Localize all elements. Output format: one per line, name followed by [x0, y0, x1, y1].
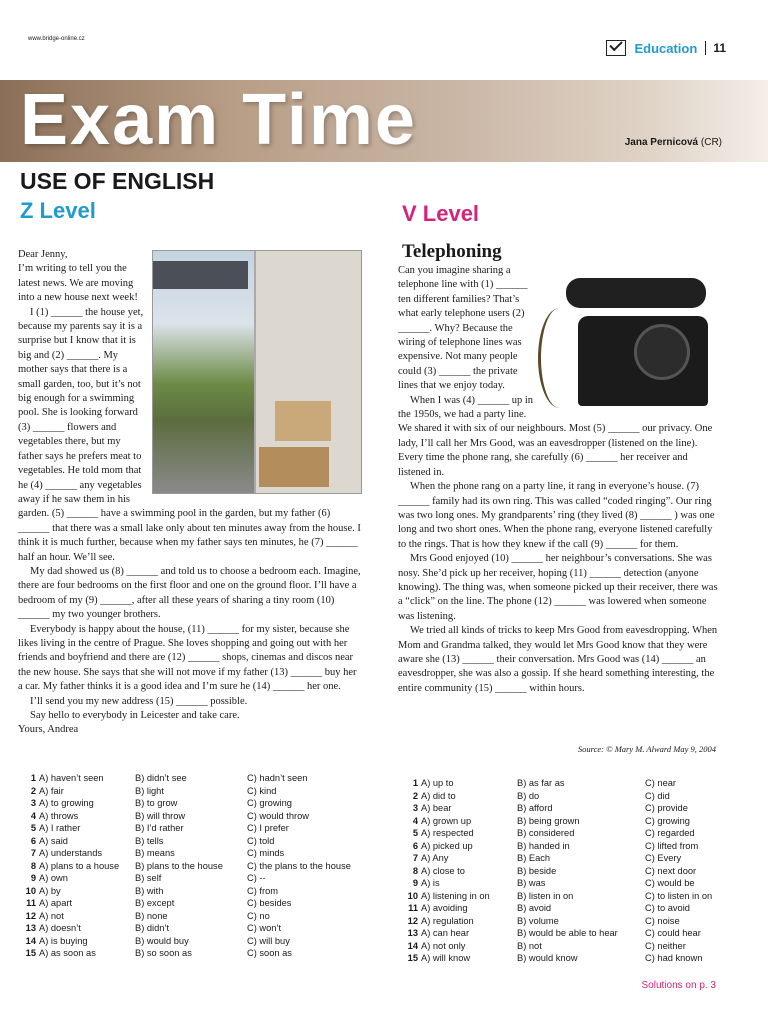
z-level-options [14, 772, 377, 960]
option-choice: B) not [517, 940, 542, 951]
option-choice: B) tells [135, 835, 164, 846]
option-choice: A) grown up [421, 815, 472, 826]
option-choice: A) own [39, 873, 68, 883]
option-choice: B) afford [517, 803, 553, 813]
option-choice: B) light [135, 785, 164, 796]
text-paragraph: We tried all kinds of tricks to keep Mrs Good from eavesdropping. When Mom and Grandma talked, they would let Mrs Good know that they were aware she (13) ______ their conversation. Mrs Good was (14) ______ an eavesdropper, she was also a gossip. If she heard something interesting, the entire community (15) ______ within hours. [398, 625, 718, 694]
option-choice: C) growing [247, 798, 292, 808]
option-number: 13 [407, 928, 418, 938]
option-number: 4 [412, 815, 418, 826]
option-choice: B) means [135, 848, 175, 858]
option-choice: A) up to [421, 778, 454, 788]
letter-signoff: Yours, Andrea [18, 724, 79, 736]
option-row [14, 872, 377, 885]
option-number: 5 [412, 828, 418, 838]
option-choice: C) soon as [247, 948, 292, 958]
option-choice: B) none [135, 910, 168, 921]
option-number: 13 [25, 923, 36, 933]
option-choice: C) would throw [247, 810, 310, 821]
option-choice: A) close to [421, 865, 465, 876]
option-choice: B) would be able to hear [517, 928, 618, 938]
option-row [396, 840, 745, 853]
option-choice: A) Any [421, 853, 449, 863]
option-row [14, 810, 377, 823]
option-choice: A) throws [39, 810, 79, 821]
option-choice: B) avoid [517, 903, 552, 913]
letter-paragraph: Say hello to everybody in Leicester and take care. [30, 710, 240, 721]
option-choice: A) by [39, 885, 61, 896]
option-choice: B) will throw [135, 810, 186, 821]
v-level-text [398, 264, 720, 696]
option-choice: C) had known [645, 953, 703, 963]
option-number: 12 [407, 915, 418, 926]
option-number: 10 [407, 890, 418, 901]
option-row [14, 935, 377, 948]
option-choice: B) Each [517, 853, 551, 863]
option-row [396, 852, 745, 865]
moving-house-photo [152, 250, 362, 494]
option-choice: A) not [39, 910, 64, 921]
option-row [396, 865, 745, 878]
option-choice: B) was [517, 878, 546, 888]
option-choice: C) near [645, 778, 677, 788]
option-choice: C) from [247, 885, 278, 896]
option-number: 3 [30, 798, 36, 808]
telephoning-title: Telephoning [402, 241, 502, 262]
text-paragraph: When I was (4) ______ up in the 1950s, we had a party line. We shared it with six of our neighbours. Most (5) ______ our privacy. One lady, I’ll call her Mrs Good, was an eavesdropper (listened on the line). Every time the phone rang, she carefully (6) ______ her receiver and listened in. [398, 394, 713, 478]
option-choice: B) as far as [517, 778, 565, 788]
option-row [14, 822, 377, 835]
cardboard-box [259, 447, 329, 487]
option-choice: B) with [135, 885, 164, 896]
option-row [396, 927, 745, 940]
option-choice: B) listen in on [517, 890, 574, 901]
z-level-letter [18, 248, 362, 738]
option-row [14, 910, 377, 923]
option-choice: C) no [247, 910, 270, 921]
checkbox-icon [606, 40, 626, 56]
z-level-heading: Z Level [20, 198, 96, 223]
option-choice: A) listening in on [421, 890, 490, 901]
option-row [396, 777, 745, 790]
option-choice: B) didn’t [135, 923, 170, 933]
option-choice: A) not only [421, 940, 466, 951]
letter-paragraph: I’m writing to tell you the latest news. We are moving into a new house next week! [18, 263, 138, 304]
option-choice: B) plans to the house [135, 860, 223, 871]
option-choice: B) to grow [135, 798, 178, 808]
rotary-dial-icon [634, 324, 690, 380]
website-url: www.bridge-online.cz [28, 36, 85, 42]
option-choice: B) I’d rather [135, 823, 184, 833]
option-choice: C) provide [645, 803, 688, 813]
telephone-photo [538, 268, 718, 418]
option-choice: A) regulation [421, 915, 474, 926]
option-choice: B) considered [517, 828, 575, 838]
option-choice: A) is buying [39, 935, 88, 946]
letter-paragraph: Everybody is happy about the house, (11) ______ for my sister, because she likes living in the centre of Prague. She loves shopping and going out with her friends and boyfriend and there are (12) ______ shops, cinemas and discos near the new house. She says that she will not move if my father (13) ______ buy her a car. My father thinks it is a good idea and I’m sure he (14) ______ her one. [18, 623, 357, 693]
option-choice: A) understands [39, 848, 103, 858]
option-choice: C) lifted from [645, 840, 699, 851]
author-country: (CR) [698, 137, 722, 148]
option-choice: C) besides [247, 898, 292, 908]
option-choice: C) next door [645, 865, 697, 876]
author-credit [625, 137, 722, 148]
option-choice: A) can hear [421, 928, 470, 938]
option-choice: B) being grown [517, 815, 580, 826]
option-choice: C) to avoid [645, 903, 690, 913]
option-number: 8 [30, 860, 36, 871]
option-choice: A) apart [39, 898, 73, 908]
option-number: 6 [30, 835, 36, 846]
option-choice: B) beside [517, 865, 557, 876]
option-number: 14 [25, 935, 36, 946]
option-choice: B) volume [517, 915, 559, 926]
option-choice: C) won’t [247, 923, 282, 933]
option-choice: C) did [645, 790, 670, 801]
cardboard-box [275, 401, 331, 441]
option-number: 6 [412, 840, 418, 851]
option-number: 11 [26, 898, 36, 908]
option-choice: C) hadn’t seen [247, 773, 308, 783]
option-row [396, 915, 745, 928]
author-name: Jana Pernicová [624, 137, 699, 148]
option-row [396, 790, 745, 803]
option-row [14, 922, 377, 935]
option-choice: C) growing [645, 815, 690, 826]
option-number: 4 [30, 810, 36, 821]
option-choice: A) respected [421, 828, 474, 838]
option-choice: C) told [247, 835, 275, 846]
letter-paragraph: My dad showed us (8) ______ and told us to choose a bedroom each. Imagine, there are four bedrooms on the first floor and one on the ground floor. I’ll have a bedroom of my (9) ______, after all these years of sharing a tiny room (10) ______ my two younger brothers. [18, 565, 361, 621]
option-choice: C) could hear [645, 928, 701, 938]
option-number: 2 [412, 790, 418, 801]
option-number: 7 [412, 853, 418, 863]
option-number: 1 [412, 778, 418, 788]
house-roof [153, 261, 248, 289]
option-number: 15 [407, 953, 418, 963]
text-paragraph: Can you imagine sharing a telephone line with (1) ______ ten different families? That’s what early telephone users (2) ______. Why? Because the wiring of telephone lines was expensive. Not many people could (3) ______ the private lines that we enjoy today. [398, 265, 528, 392]
option-row [14, 835, 377, 848]
option-choice: A) haven’t seen [39, 773, 104, 783]
option-choice: C) minds [247, 848, 285, 858]
option-row [14, 885, 377, 898]
option-number: 5 [30, 823, 36, 833]
page-header [606, 40, 726, 56]
phone-cord [538, 308, 581, 408]
option-row [396, 827, 745, 840]
option-choice: A) as soon as [39, 948, 96, 958]
option-row [14, 797, 377, 810]
option-choice: A) doesn’t [39, 923, 81, 933]
option-choice: B) didn’t see [135, 773, 187, 783]
option-number: 2 [30, 785, 36, 796]
option-number: 11 [408, 903, 418, 913]
option-choice: A) plans to a house [39, 860, 120, 871]
option-choice: A) avoiding [421, 903, 468, 913]
option-number: 12 [25, 910, 36, 921]
letter-greeting: Dear Jenny, [18, 249, 68, 260]
option-number: 3 [412, 803, 418, 813]
option-choice: A) bear [421, 803, 452, 813]
option-choice: B) handed in [517, 840, 570, 851]
option-choice: A) to growing [39, 798, 94, 808]
text-paragraph: Mrs Good enjoyed (10) ______ her neighbour’s conversations. She was nosy. She’d pick up her receiver, hoping (11) ______ detection (anyone knowing). The thing was, when someone picked up their receiver, there was a “click” on the line. The phone (12) ______ was lowered when someone was listening. [398, 553, 718, 622]
option-number: 7 [30, 848, 36, 858]
option-choice: A) did to [421, 790, 456, 801]
option-row [14, 785, 377, 798]
phone-receiver [566, 278, 706, 308]
letter-paragraph: I’ll send you my new address (15) ______ possible. [30, 695, 248, 707]
option-row [14, 772, 377, 785]
option-row [396, 815, 745, 828]
option-number: 8 [412, 865, 418, 876]
option-choice: C) to listen in on [645, 890, 713, 901]
main-heading: USE OF ENGLISH [20, 168, 215, 194]
option-number: 15 [25, 948, 36, 958]
z-options-table [14, 772, 377, 960]
text-paragraph: When the phone rang on a party line, it rang in everyone’s house. (7) ______ family had its own ring. This was called “coded ringing”. Our ring was two long ones. My grandparents’ ring (they lived (8) ______ ) was one long and two short ones. When the phone rang, everyone listened carefully to the rings. That is how they knew if the call (9) ______ for them. [398, 481, 715, 550]
option-row [396, 902, 745, 915]
option-choice: B) would buy [135, 935, 189, 946]
option-choice: C) kind [247, 785, 277, 796]
option-number: 10 [25, 885, 36, 896]
option-row [14, 897, 377, 910]
option-row [396, 890, 745, 903]
v-level-options [396, 777, 745, 965]
option-row [396, 940, 745, 953]
v-options-table [396, 777, 745, 965]
section-title: Education [634, 40, 698, 56]
option-choice: C) the plans to the house [247, 860, 351, 871]
option-choice: A) is [421, 878, 440, 888]
option-choice: A) will know [421, 953, 471, 963]
solutions-note: Solutions on p. 3 [641, 980, 716, 991]
option-choice: B) so soon as [135, 948, 192, 958]
option-choice: C) Every [645, 853, 682, 863]
option-choice: B) except [135, 898, 175, 908]
option-choice: B) self [135, 873, 162, 883]
option-row [14, 847, 377, 860]
banner-title: Exam Time [20, 80, 417, 160]
option-choice: C) would be [645, 878, 695, 888]
option-choice: A) picked up [421, 840, 473, 851]
option-row [396, 952, 745, 965]
option-choice: B) would know [517, 953, 578, 963]
option-number: 14 [407, 940, 418, 951]
page-number: 11 [705, 41, 726, 55]
option-number: 1 [30, 773, 36, 783]
v-level-heading: V Level [402, 201, 480, 226]
option-choice: C) will buy [247, 935, 290, 946]
option-choice: C) I prefer [247, 823, 289, 833]
option-number: 9 [30, 873, 36, 883]
option-choice: A) I rather [39, 823, 81, 833]
option-choice: C) noise [645, 915, 680, 926]
option-row [396, 802, 745, 815]
source-citation: Source: © Mary M. Alward May 9, 2004 [577, 744, 716, 754]
option-choice: A) fair [39, 785, 64, 796]
option-choice: A) said [39, 835, 68, 846]
option-row [396, 877, 745, 890]
option-choice: B) do [517, 790, 540, 801]
option-row [14, 947, 377, 960]
option-choice: C) regarded [645, 828, 695, 838]
option-number: 9 [412, 878, 418, 888]
letter-paragraph: I (1) ______ the house yet, because my parents say it is a surprise but I know that it is big and (2) ______. My mother says that there is a small garden, too, but it’s not big enough for a swimming pool. She is looking forward (3) ______ flowers and vegetables there, but my father says he prefers meat to vegetables. He told mom that he (4) ______ any vegetables away if he saw them in his garden. (5) ______ have a swimming pool in the garden, but my father (6) ______ that there was a small lake only about ten minutes away from the house. I think it is much further, because when my father says ten minutes, he (7) ______ half an hour. We’ll see. [18, 306, 361, 563]
option-row [14, 860, 377, 873]
option-choice: C) -- [247, 873, 266, 883]
option-choice: C) neither [645, 940, 686, 951]
